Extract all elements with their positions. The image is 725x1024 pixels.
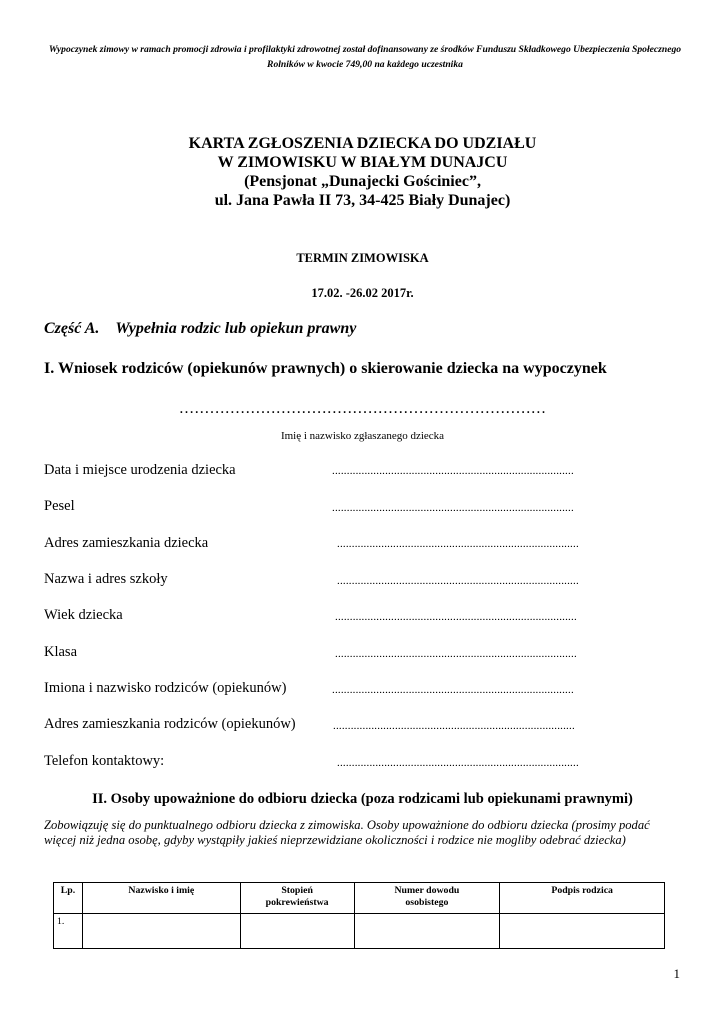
child-name-caption: Imię i nazwisko zgłaszanego dziecka xyxy=(280,430,445,442)
header-id-line-2: osobistego xyxy=(405,897,449,908)
field-input-child-address[interactable]: .................................................................................. xyxy=(337,538,579,550)
authorized-persons-table xyxy=(53,882,665,949)
form-title-line-1: KARTA ZGŁOSZENIA DZIECKA DO UDZIAŁU xyxy=(188,135,537,152)
field-input-parents-address[interactable]: .................................................................................. xyxy=(333,720,575,732)
field-label-class: Klasa xyxy=(44,644,78,660)
header-relation-line-1: Stopień xyxy=(281,885,313,896)
form-title xyxy=(60,134,665,210)
part-a-label: Część A. xyxy=(44,320,100,337)
table-row xyxy=(54,914,665,949)
header-signature: Podpis rodzica xyxy=(500,883,665,914)
term-label: TERMIN ZIMOWISKA xyxy=(296,251,429,265)
field-input-class[interactable]: .................................................................................. xyxy=(335,648,577,660)
section-2-note: Zobowiązuję się do punktualnego odbioru dziecka z zimowiska. Osoby upoważnione do odbioru dziecka (prosimy podać więcej niż jedna osobę, gdyby wystąpiły jakieś nieprzewidziane okoliczności i rodzice nie mogliby odebrać dziecka) xyxy=(44,818,650,847)
field-label-school: Nazwa i adres szkoły xyxy=(44,571,168,587)
cell-signature[interactable] xyxy=(500,914,665,949)
cell-relation[interactable] xyxy=(240,914,354,949)
form-title-line-4: ul. Jana Pawła II 73, 34-425 Biały Dunajec) xyxy=(214,192,511,209)
part-a-heading xyxy=(44,320,356,338)
cell-lp: 1. xyxy=(54,914,83,949)
header-relation-line-2: pokrewieństwa xyxy=(265,897,329,908)
field-label-phone: Telefon kontaktowy: xyxy=(44,753,165,769)
section-2-heading: II. Osoby upoważnione do odbioru dziecka (poza rodzicami lub opiekunami prawnymi) xyxy=(92,791,633,807)
form-title-line-3: (Pensjonat „Dunajecki Gościniec”, xyxy=(244,173,481,190)
cell-name[interactable] xyxy=(82,914,240,949)
field-label-parents-names: Imiona i nazwisko rodziców (opiekunów) xyxy=(44,680,287,696)
header-name: Nazwisko i imię xyxy=(82,883,240,914)
field-label-age: Wiek dziecka xyxy=(44,607,123,623)
field-input-birth[interactable]: .................................................................................. xyxy=(332,465,574,477)
field-label-child-address: Adres zamieszkania dziecka xyxy=(44,535,209,551)
page-number: 1 xyxy=(673,966,680,981)
field-input-age[interactable]: .................................................................................. xyxy=(335,611,577,623)
field-label-pesel: Pesel xyxy=(44,498,75,514)
term-dates: 17.02. -26.02 2017r. xyxy=(311,286,414,300)
field-label-parents-address: Adres zamieszkania rodziców (opiekunów) xyxy=(44,716,296,732)
header-lp: Lp. xyxy=(54,883,83,914)
section-1-heading: I. Wniosek rodziców (opiekunów prawnych) o skierowanie dziecka na wypoczynek xyxy=(44,360,607,377)
part-a-text: Wypełnia rodzic lub opiekun prawny xyxy=(115,320,357,337)
form-title-line-2: W ZIMOWISKU W BIAŁYM DUNAJCU xyxy=(217,154,508,171)
cell-id[interactable] xyxy=(354,914,500,949)
field-input-parents-names[interactable]: .................................................................................. xyxy=(332,684,574,696)
header-id xyxy=(354,883,500,914)
field-label-birth: Data i miejsce urodzenia dziecka xyxy=(44,462,236,478)
field-input-pesel[interactable]: .................................................................................. xyxy=(332,502,574,514)
field-input-phone[interactable]: .................................................................................. xyxy=(337,757,579,769)
header-relation xyxy=(240,883,354,914)
header-id-line-1: Numer dowodu xyxy=(394,885,460,896)
funding-note: Wypoczynek zimowy w ramach promocji zdrowia i profilaktyki zdrowotnej został dofinansowany ze środków Funduszu Składkowego Ubezpieczenia Społecznego Rolników w kwocie 749,00 na każdego uczestnika xyxy=(48,44,682,70)
child-name-field[interactable]: ........................................................................ xyxy=(179,400,547,417)
field-input-school[interactable]: .................................................................................. xyxy=(337,575,579,587)
table-header-row xyxy=(54,883,665,914)
